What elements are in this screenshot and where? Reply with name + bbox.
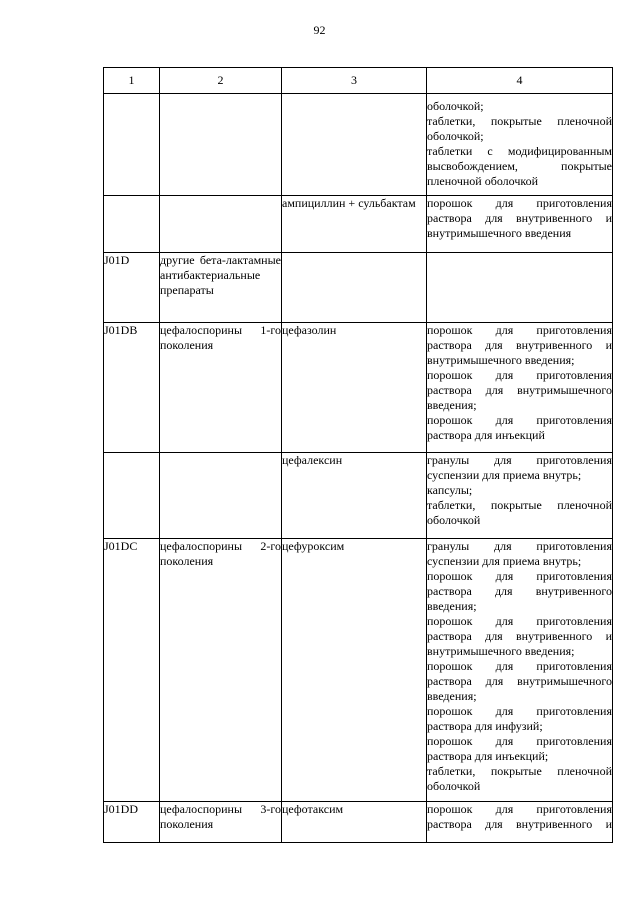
forms-cell <box>427 802 613 843</box>
drug-cell: цефазолин <box>282 323 427 453</box>
form-item: порошок для приготовления раствора для внутривенного введения; <box>427 569 612 613</box>
forms-cell <box>427 539 613 802</box>
form-item: гранулы для приготовления суспензии для приема внутрь; <box>427 453 612 482</box>
group-cell: цефалоспорины 2-го поколения <box>160 539 282 802</box>
forms-cell <box>427 253 613 323</box>
form-item: порошок для приготовления раствора для внутримышечного введения; <box>427 659 612 703</box>
table-header-row <box>104 68 613 94</box>
forms-cell <box>427 453 613 539</box>
table-row <box>104 453 613 539</box>
column-header-4: 4 <box>427 68 613 94</box>
form-item: оболочкой; <box>427 99 484 113</box>
table-row <box>104 94 613 196</box>
form-item: порошок для приготовления раствора для внутривенного и внутримышечного введения; <box>427 614 612 658</box>
form-item: капсулы; <box>427 483 473 497</box>
form-item: таблетки, покрытые пленочной оболочкой; <box>427 114 612 143</box>
drug-table <box>103 67 613 843</box>
form-item: порошок для приготовления раствора для инфузий; <box>427 704 612 733</box>
table-row <box>104 253 613 323</box>
form-item: порошок для приготовления раствора для внутривенного и <box>427 802 612 831</box>
forms-cell <box>427 94 613 196</box>
form-item: порошок для приготовления раствора для инъекций; <box>427 734 612 763</box>
form-item: порошок для приготовления раствора для внутривенного и внутримышечного введения; <box>427 323 612 367</box>
table-row <box>104 196 613 253</box>
forms-cell <box>427 323 613 453</box>
form-item: таблетки, покрытые пленочной оболочкой <box>427 764 612 793</box>
drug-cell <box>282 253 427 323</box>
form-item: гранулы для приготовления суспензии для приема внутрь; <box>427 539 612 568</box>
form-item: порошок для приготовления раствора для внутривенного и внутримышечного введения <box>427 196 612 240</box>
atc-code-cell: J01DC <box>104 539 160 802</box>
drug-cell: ампициллин + сульбактам <box>282 196 427 253</box>
page-number: 92 <box>313 23 326 37</box>
forms-cell <box>427 196 613 253</box>
column-header-3: 3 <box>282 68 427 94</box>
drug-cell: цефалексин <box>282 453 427 539</box>
column-header-2: 2 <box>160 68 282 94</box>
form-item: порошок для приготовления раствора для инъекций <box>427 413 612 442</box>
group-cell <box>160 196 282 253</box>
table-row <box>104 802 613 843</box>
group-cell <box>160 94 282 196</box>
form-item: таблетки с модифицированным высвобождением, покрытые пленочной оболочкой <box>427 144 612 188</box>
group-cell: цефалоспорины 1-го поколения <box>160 323 282 453</box>
atc-code-cell <box>104 196 160 253</box>
group-cell: другие бета-лактамные антибактериальные препараты <box>160 253 282 323</box>
atc-code-cell: J01DD <box>104 802 160 843</box>
table-row <box>104 539 613 802</box>
table-row <box>104 323 613 453</box>
form-item: порошок для приготовления раствора для внутримышечного введения; <box>427 368 612 412</box>
drug-cell: цефуроксим <box>282 539 427 802</box>
group-cell: цефалоспорины 3-го поколения <box>160 802 282 843</box>
atc-code-cell <box>104 453 160 539</box>
form-item: таблетки, покрытые пленочной оболочкой <box>427 498 612 527</box>
atc-code-cell: J01DB <box>104 323 160 453</box>
drug-cell: цефотаксим <box>282 802 427 843</box>
atc-code-cell: J01D <box>104 253 160 323</box>
atc-code-cell <box>104 94 160 196</box>
drug-cell <box>282 94 427 196</box>
group-cell <box>160 453 282 539</box>
column-header-1: 1 <box>104 68 160 94</box>
